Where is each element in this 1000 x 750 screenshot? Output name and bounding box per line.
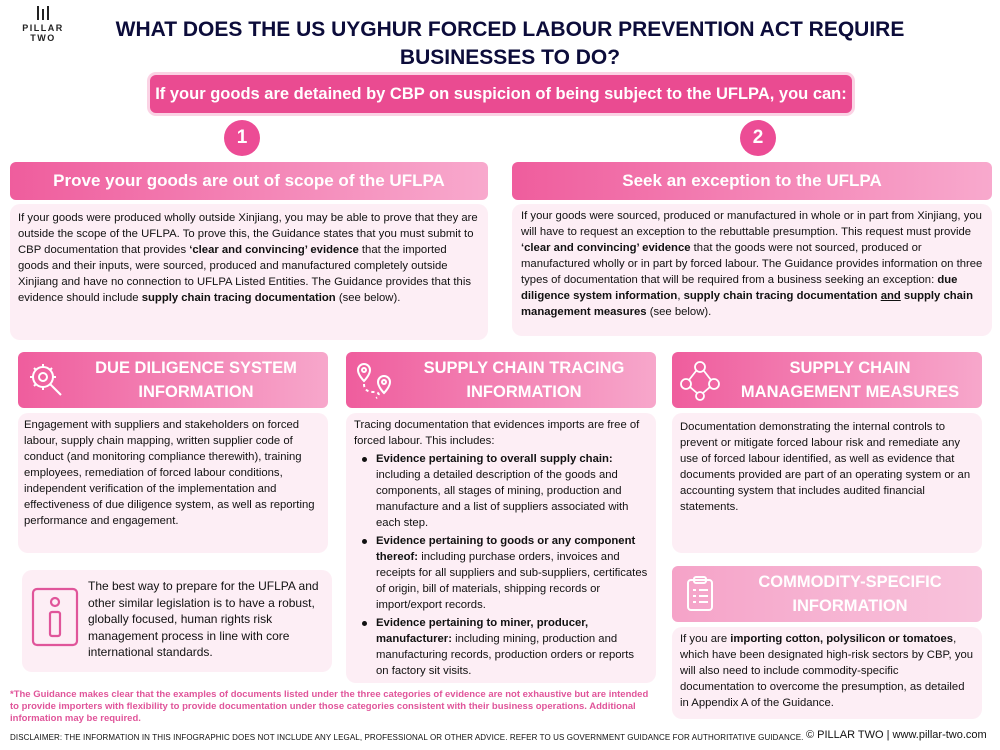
option-2-heading: Seek an exception to the UFLPA — [512, 162, 992, 200]
option-2-body — [512, 204, 992, 336]
option-1-number: 1 — [224, 120, 260, 156]
commodity-post: , which have been designated high-risk sectors by CBP, you will also need to include commodity-specific documentation to overcome the presumption, as detailed in Appendix A of the Guidance. — [680, 633, 974, 709]
option-2-text-segment: supply chain tracing documentation — [683, 290, 878, 302]
option-2-text-segment: If your goods were sourced, produced or manufactured in whole or in part from Xinjiang, you will have to request an exception to the rebuttable presumption. This request must provide — [521, 210, 982, 238]
management-title: SUPPLY CHAIN MANAGEMENT MEASURES — [740, 359, 960, 401]
tip-box — [22, 570, 332, 672]
info-icon — [30, 586, 80, 653]
gear-search-icon — [18, 352, 74, 408]
option-1-heading: Prove your goods are out of scope of the UFLPA — [10, 162, 488, 200]
tracing-header — [346, 352, 656, 408]
tracing-title: SUPPLY CHAIN TRACING INFORMATION — [423, 359, 625, 401]
logo-name: PILLAR TWO — [22, 23, 64, 43]
detained-banner: If your goods are detained by CBP on suspicion of being subject to the UFLPA, you can: — [150, 75, 852, 113]
footnote: *The Guidance makes clear that the examples of documents listed under the three categories of evidence are not exhaustive but are intended to provide importers with flexibility to provide documentation under those categories consistent with their business operations. Additional information may be required. — [10, 689, 649, 724]
list-item-heading: Evidence pertaining to goods or any component thereof: — [376, 535, 636, 563]
commodity-title: COMMODITY-SPECIFIC INFORMATION — [758, 573, 942, 615]
logo-mark-icon — [36, 6, 50, 20]
option-2-text-segment: (see below). — [646, 306, 712, 318]
tracing-intro: Tracing documentation that evidences imports are free of forced labour. This includes: — [354, 419, 640, 447]
tracing-body — [346, 413, 656, 683]
commodity-body — [672, 627, 982, 719]
option-2-text-segment: , — [677, 290, 684, 302]
option-2-number: 2 — [740, 120, 776, 156]
list-item-text: including mining, production and manufacturing records, production orders or reports on factory sit visits. — [376, 633, 635, 677]
option-2-text-segment: due diligence system information — [521, 274, 958, 302]
pillar-two-logo — [8, 6, 78, 43]
page-title: WHAT DOES THE US UYGHUR FORCED LABOUR PREVENTION ACT REQUIRE BUSINESSES TO DO? — [115, 18, 905, 69]
list-item-heading: Evidence pertaining to overall supply chain: — [376, 453, 613, 465]
due-diligence-header — [18, 352, 328, 408]
copyright: © PILLAR TWO | www.pillar-two.com — [806, 729, 987, 741]
tip-text: The best way to prepare for the UFLPA and other similar legislation is to have a robust, globally focused, human rights risk management process in line with core international standards. — [88, 579, 319, 659]
management-body: Documentation demonstrating the internal controls to prevent or mitigate forced labour risk and remediate any use of forced labour identified, as well as evidence that documents provided are part of an operating system or an accounting system that includes audited financial statements. — [672, 413, 982, 553]
option-1-text-segment: ‘clear and convincing’ evidence — [189, 244, 359, 256]
route-pin-icon — [346, 352, 402, 408]
list-item-heading: Evidence pertaining to miner, producer, manufacturer: — [376, 617, 589, 645]
list-item — [354, 451, 648, 531]
option-1-body — [10, 204, 488, 340]
management-header — [672, 352, 982, 408]
clipboard-icon — [672, 566, 728, 622]
management-network-icon — [672, 352, 728, 408]
option-1-text-segment: that the imported goods and their inputs, were sourced, produced and manufactured completely outside Xinjiang and have no connection to UFLPA Listed Entities. The Guidance provides that this evidence should include — [18, 244, 471, 304]
commodity-header — [672, 566, 982, 622]
list-item-text: including a detailed description of the goods and components, all stages of mining, production and manufacture and a list of suppliers associated with each step. — [376, 469, 629, 529]
due-diligence-body: Engagement with suppliers and stakeholders on forced labour, supply chain mapping, written supplier code of conduct (and monitoring compliance therewith), training employees, remediation of forced labour conditions, independent verification of the implementation and effectiveness of due diligence system, as well as reporting performance and engagement. — [18, 413, 328, 553]
option-2-text-segment: and — [880, 290, 901, 302]
commodity-pre: If you are — [680, 633, 731, 645]
list-item — [354, 533, 648, 613]
option-1-text-segment: supply chain tracing documentation — [141, 292, 336, 304]
option-2-text-segment: that the goods were not sourced, produced or manufactured wholly or in part by forced labour. The Guidance provides information on three types of documentation that will be required from a business seeking an exception: — [521, 242, 983, 286]
due-diligence-title: DUE DILIGENCE SYSTEM INFORMATION — [95, 359, 297, 401]
option-2-text-segment: ‘clear and convincing’ evidence — [521, 242, 691, 254]
list-item — [354, 615, 648, 679]
tracing-list — [354, 451, 648, 679]
option-2-text-segment: supply chain management measures — [521, 290, 973, 318]
list-item-text: including purchase orders, invoices and receipts for all suppliers and sub-suppliers, certificates of origin, bill of materials, shipping records or import/export records. — [376, 551, 648, 611]
commodity-highlight: importing cotton, polysilicon or tomatoes — [730, 633, 954, 645]
disclaimer: DISCLAIMER: THE INFORMATION IN THIS INFOGRAPHIC DOES NOT INCLUDE ANY LEGAL, PROFESSIONAL OR OTHER ADVICE. REFER TO US GOVERNMENT GUIDANCE FOR AUTHORITATIVE GUIDANCE. — [10, 733, 804, 742]
option-1-text-segment: (see below). — [335, 292, 401, 304]
option-1-text-segment: If your goods were produced wholly outside Xinjiang, you may be able to prove that they are outside the scope of the UFLPA. To prove this, the Guidance states that you must submit to CBP documentation that provides — [18, 212, 478, 256]
